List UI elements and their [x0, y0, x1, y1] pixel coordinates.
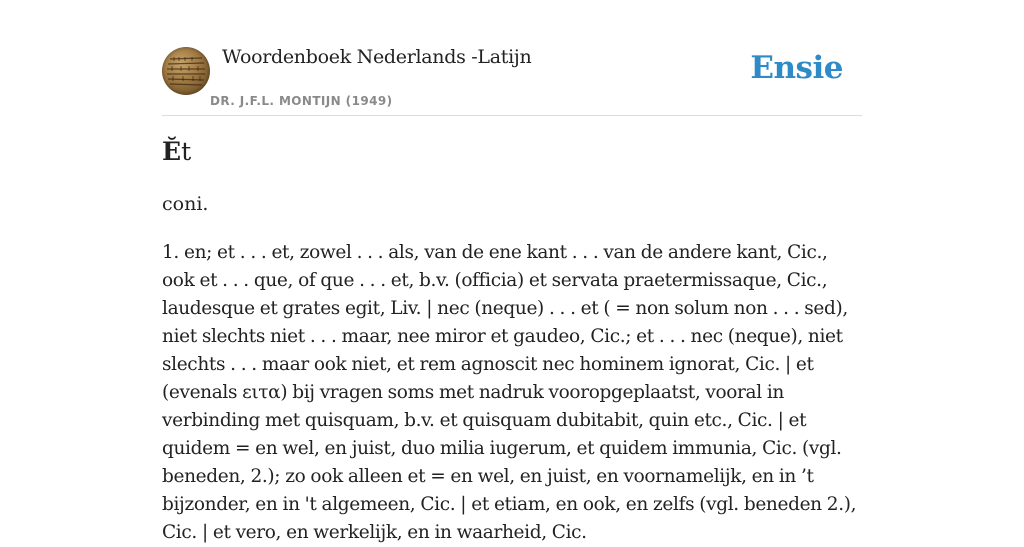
header — [162, 0, 862, 116]
page — [162, 0, 862, 543]
book-cover-image[interactable] — [162, 47, 210, 95]
ensie-logo[interactable]: Ensie — [750, 50, 843, 86]
headword-rest: t — [181, 137, 192, 166]
part-of-speech: coni. — [162, 193, 209, 215]
definition-text: 1. en; et . . . et, zowel . . . als, van de ene kant . . . van de andere kant, Cic., ook et . . . que, of que . . . et, b.v. (officia) et servata praetermissaque, Cic., laudesque et grates egit, Liv. | nec (neque) . . . et ( = non solum non . . . sed), niet slechts niet . . . maar, nee miror et gaudeo, Cic.; et . . . nec (neque), niet slechts . . . maar ook niet, et rem agnoscit nec hominem ignorat, Cic. | et (evenals ειτα) bij vragen soms met nadruk vooropgeplaatst, vooral in verbinding met quisquam, b.v. et quisquam dubitabit, quin etc., Cic. | et quidem = en wel, en juist, duo milia iugerum, et quidem immunia, Cic. (vgl. beneden, 2.); zo ook alleen et = en wel, en juist, en voornamelijk, en in ’t bijzonder, en in 't algemeen, Cic. | et etiam, en ook, en zelfs (vgl. beneden 2.), Cic. | et vero, en werkelijk, en in waarheid, Cic. — [162, 242, 857, 543]
book-title[interactable]: Woordenboek Nederlands -Latijn — [222, 46, 532, 68]
entry-headword — [162, 137, 191, 166]
headword-first-letter: Ĕ — [162, 137, 182, 166]
book-author: DR. J.F.L. MONTIJN (1949) — [210, 94, 393, 108]
engraved-coin-icon — [162, 47, 210, 95]
